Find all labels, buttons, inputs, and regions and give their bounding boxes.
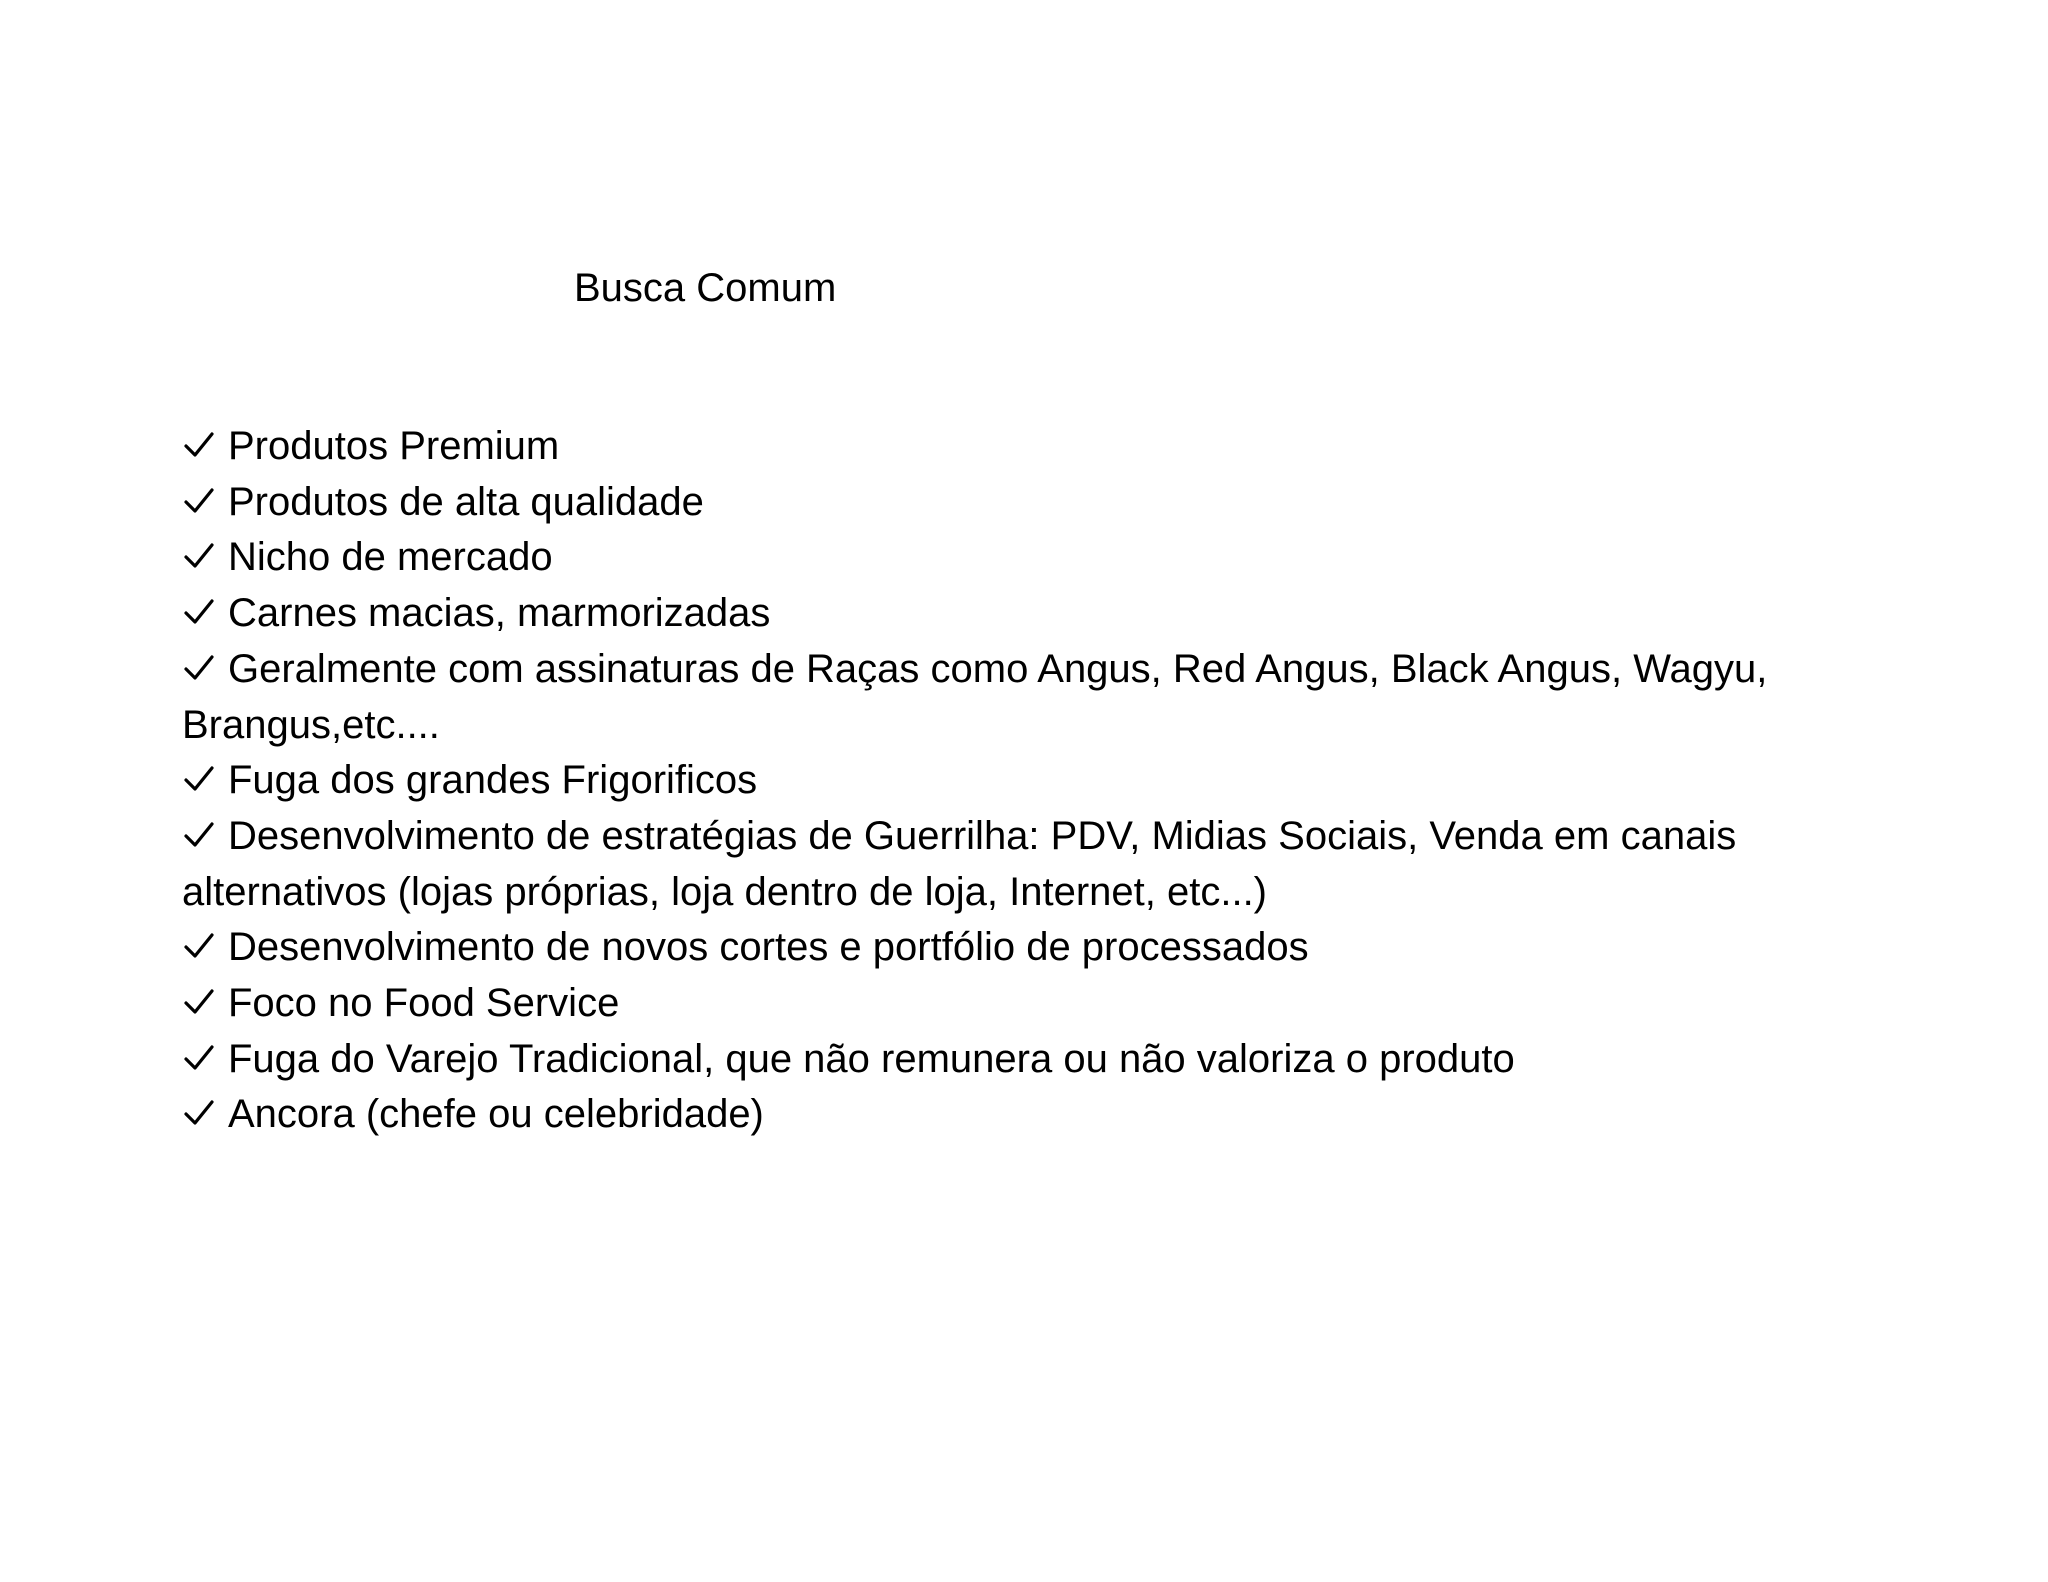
list-item-text: Carnes macias, marmorizadas: [228, 591, 771, 636]
check-icon: [182, 1096, 216, 1130]
list-item: [182, 753, 1842, 809]
list-item-text: Foco no Food Service: [228, 981, 620, 1026]
check-icon: [182, 929, 216, 963]
list-item: [182, 1087, 1842, 1143]
list-item-text: Desenvolvimento de estratégias de Guerrilha: PDV, Midias Sociais, Venda em canais alternativos (lojas próprias, loja dentro de loja, Internet, etc...): [182, 813, 1737, 914]
list-item-text: Geralmente com assinaturas de Raças como Angus, Red Angus, Black Angus, Wagyu, Brangus,etc....: [182, 646, 1768, 747]
list-item: [182, 920, 1842, 976]
list-item: [182, 976, 1842, 1032]
list-item-text: Fuga do Varejo Tradicional, que não remunera ou não valoriza o produto: [228, 1036, 1515, 1081]
check-icon: [182, 428, 216, 462]
list-item-text: Ancora (chefe ou celebridade): [228, 1092, 764, 1137]
slide-title: Busca Comum: [574, 266, 837, 310]
list-item: [182, 642, 1842, 753]
check-icon: [182, 595, 216, 629]
list-item-text: Nicho de mercado: [228, 535, 553, 580]
list-item: [182, 1032, 1842, 1088]
checklist: [182, 419, 1842, 1143]
list-item: [182, 475, 1842, 531]
list-item-text: Desenvolvimento de novos cortes e portfólio de processados: [228, 925, 1309, 970]
list-item: [182, 809, 1842, 920]
list-item-text: Produtos de alta qualidade: [228, 479, 704, 524]
list-item-text: Fuga dos grandes Frigorificos: [228, 758, 758, 803]
list-item: [182, 586, 1842, 642]
check-icon: [182, 539, 216, 573]
check-icon: [182, 762, 216, 796]
check-icon: [182, 651, 216, 685]
check-icon: [182, 484, 216, 518]
list-item-text: Produtos Premium: [228, 424, 560, 468]
check-icon: [182, 1041, 216, 1075]
list-item: [182, 419, 1842, 475]
list-item: [182, 530, 1842, 586]
check-icon: [182, 985, 216, 1019]
check-icon: [182, 818, 216, 852]
